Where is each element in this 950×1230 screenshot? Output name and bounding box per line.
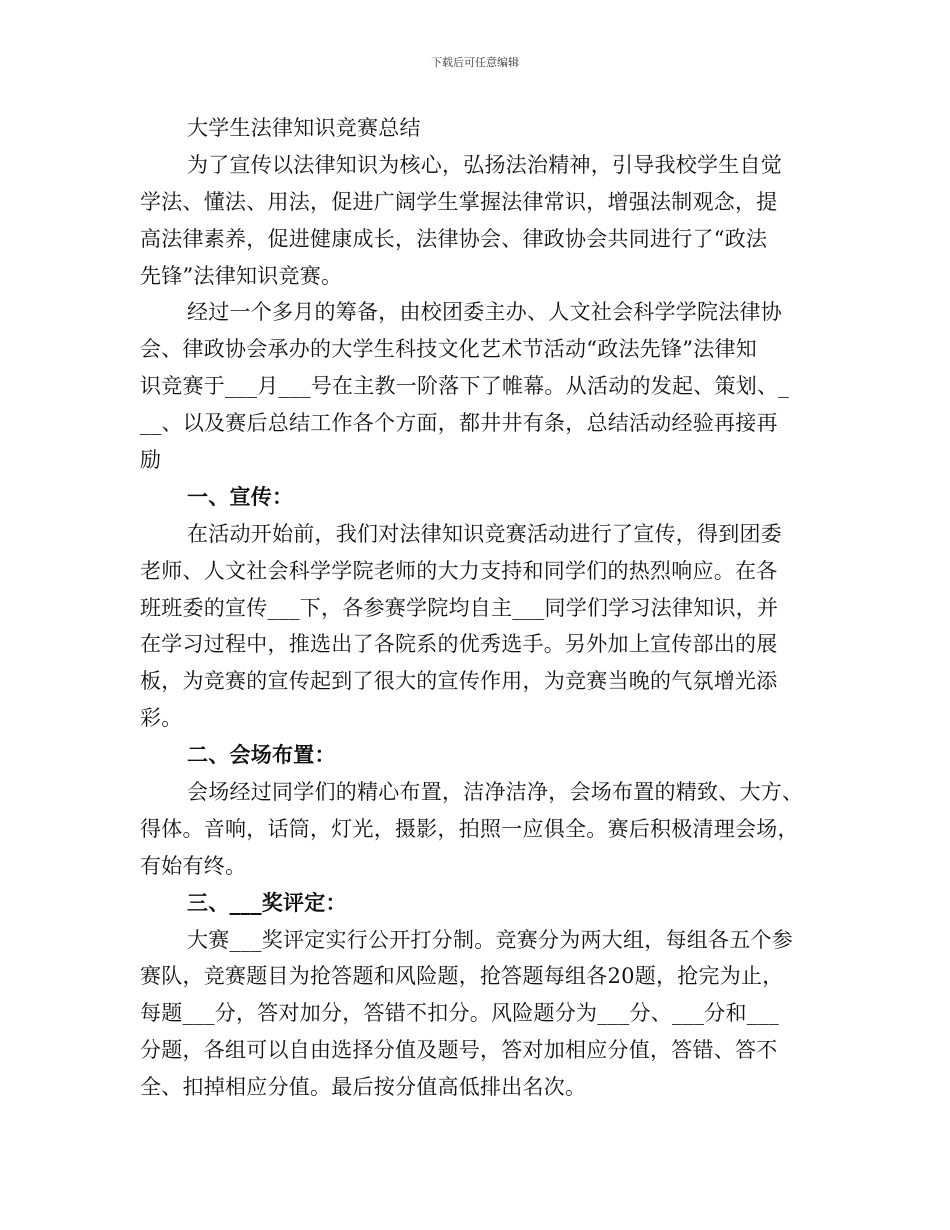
paragraph-line: 全、扣掉相应分值。最后按分值高低排出名次。 bbox=[140, 1075, 587, 1100]
section-heading bbox=[140, 737, 812, 774]
paragraph-line: 班班委的宣传___下，各参赛学院均自主___同学们学习法律知识，并 bbox=[140, 595, 779, 620]
paragraph-line: 励 bbox=[140, 448, 162, 473]
paragraph-line: __、以及赛后总结工作各个方面，都井井有条，总结活动经验再接再 bbox=[140, 411, 778, 436]
paragraph-line: 为了宣传以法律知识为核心，弘扬法治精神，引导我校学生自觉 bbox=[187, 152, 782, 177]
document-title: 大学生法律知识竞赛总结 bbox=[187, 116, 421, 140]
paragraph-list bbox=[140, 147, 812, 1106]
section-heading-text: 三、___奖评定： bbox=[187, 889, 347, 915]
paragraph-line: 先锋”法律知识竞赛。 bbox=[140, 263, 343, 288]
section-heading-text: 二、会场布置： bbox=[187, 742, 336, 768]
paragraph bbox=[140, 774, 812, 885]
paragraph-line: 得体。音响，话筒，灯光，摄影，拍照一应俱全。赛后积极清理会场， bbox=[140, 816, 799, 841]
paragraph bbox=[140, 147, 812, 295]
paragraph bbox=[140, 516, 812, 737]
paragraph-line: 板，为竞赛的宣传起到了很大的宣传作用，为竞赛当晚的气氛增光添 bbox=[140, 669, 778, 694]
section-heading bbox=[140, 479, 812, 516]
page-header-note: 下载后可任意编辑 bbox=[431, 56, 519, 69]
paragraph-line: 老师、人文社会科学学院老师的大力支持和同学们的热烈响应。在各 bbox=[140, 558, 778, 583]
paragraph-line: 大赛___奖评定实行公开打分制。竞赛分为两大组，每组各五个参 bbox=[187, 927, 793, 952]
paragraph-line: 在活动开始前，我们对法律知识竞赛活动进行了宣传，得到团委 bbox=[187, 521, 782, 546]
paragraph-line: 会场经过同学们的精心布置，洁净洁净，会场布置的精致、大方、 bbox=[187, 780, 804, 805]
document-body bbox=[140, 110, 812, 1106]
paragraph-line: 分题，各组可以自由选择分值及题号，答对加相应分值，答错、答不 bbox=[140, 1038, 778, 1063]
paragraph-line: 赛队，竞赛题目为抢答题和风险题，抢答题每组各20题，抢完为止， bbox=[140, 964, 784, 989]
paragraph-line: 在学习过程中，推选出了各院系的优秀选手。另外加上宣传部出的展 bbox=[140, 632, 778, 657]
paragraph-line: 每题___分，答对加分，答错不扣分。风险题分为___分、___分和___ bbox=[140, 1001, 779, 1026]
paragraph-line: 识竞赛于___月___号在主教一阶落下了帷幕。从活动的发起、策划、_ bbox=[140, 374, 789, 399]
paragraph-line: 彩。 bbox=[140, 706, 183, 731]
section-heading-text: 一、宣传： bbox=[187, 483, 294, 509]
paragraph-line: 有始有终。 bbox=[140, 853, 247, 878]
paragraph-line: 学法、懂法、用法，促进广阔学生掌握法律常识，增强法制观念，提 bbox=[140, 189, 778, 214]
paragraph-line: 会、律政协会承办的大学生科技文化艺术节活动“政法先锋”法律知 bbox=[140, 337, 757, 362]
paragraph bbox=[140, 922, 812, 1106]
paragraph-line: 高法律素养，促进健康成长，法律协会、律政协会共同进行了“政法 bbox=[140, 226, 768, 251]
paragraph bbox=[140, 294, 812, 478]
section-heading bbox=[140, 885, 812, 922]
paragraph-line: 经过一个多月的筹备，由校团委主办、人文社会科学学院法律协 bbox=[187, 300, 782, 325]
